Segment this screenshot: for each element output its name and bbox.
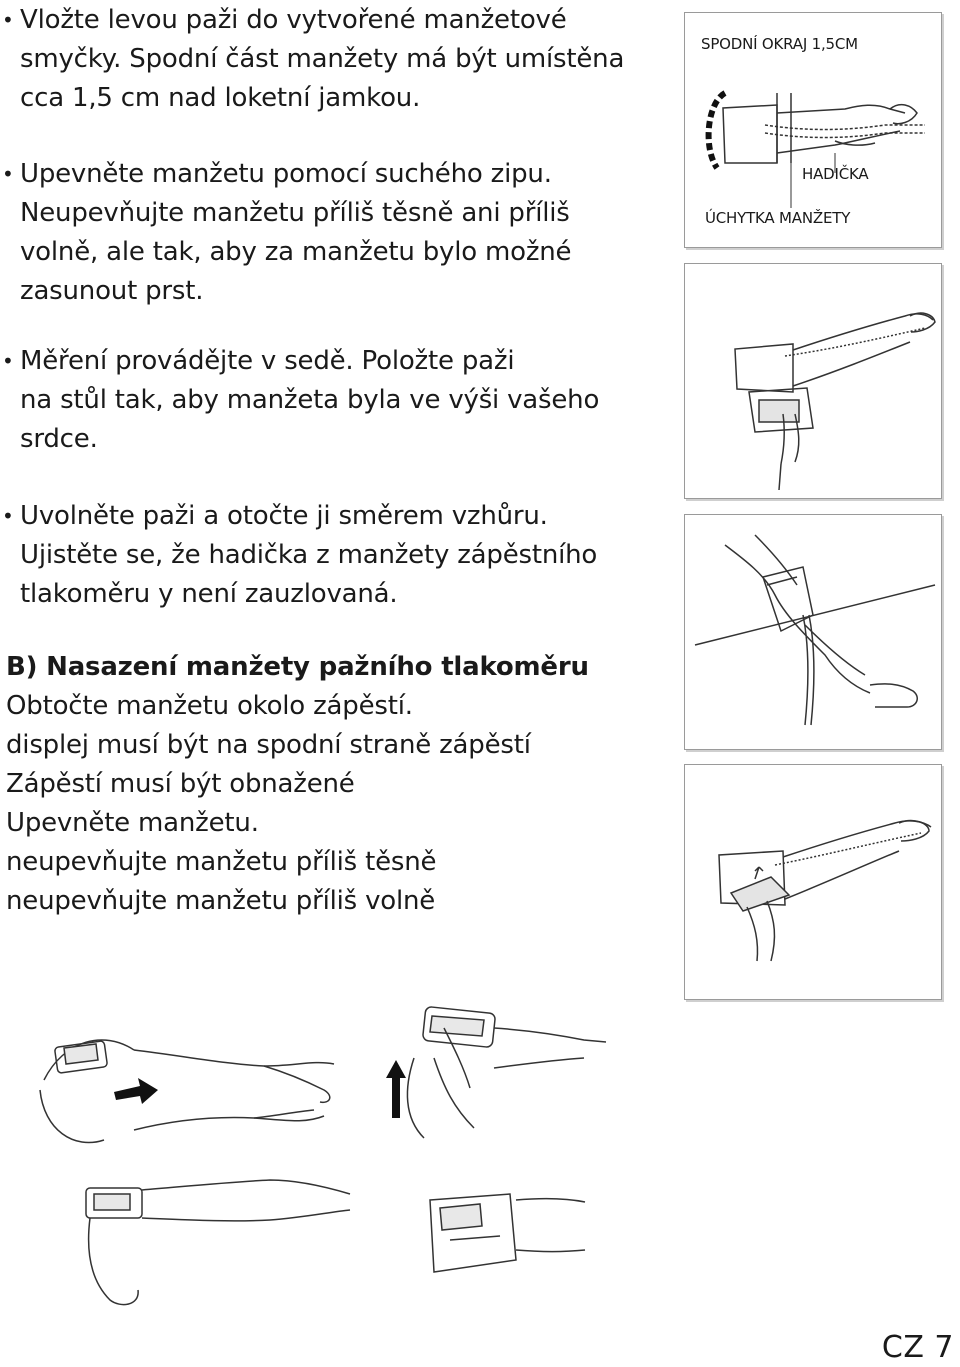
instruction-line: Vložte levou paži do vytvořené manžetové [20, 5, 567, 35]
bullet-dot: • [2, 8, 14, 32]
wrist-illustration-attached [420, 1180, 590, 1310]
instruction-line: volně, ale tak, aby za manžetu bylo možné [20, 237, 572, 267]
fasten-cuff-illustration [685, 264, 941, 498]
instruction-line: smyčky. Spodní část manžety má být umístěna [20, 44, 625, 74]
figure-arm-upward [684, 514, 942, 750]
bullet-dot: • [2, 504, 14, 528]
section-line: Obtočte manžetu okolo zápěstí. [6, 691, 413, 721]
instruction-item [0, 155, 571, 311]
section-heading: B) Nasazení manžety pažního tlakoměru [6, 652, 589, 682]
section-line: neupevňujte manžetu příliš volně [6, 886, 436, 916]
section-line: neupevňujte manžetu příliš těsně [6, 847, 437, 877]
wrist-illustration-display [80, 1160, 370, 1310]
instruction-line: na stůl tak, aby manžeta byla ve výši vašeho [20, 385, 600, 415]
bullet-dot: • [2, 349, 14, 373]
instruction-item [0, 342, 599, 459]
page-number: CZ 7 [881, 1330, 954, 1365]
arrow-right-icon [114, 1078, 158, 1104]
arm-upward-illustration [685, 515, 941, 749]
instruction-item [0, 1, 624, 118]
finger-check-illustration [685, 765, 941, 999]
bullet-dot: • [2, 162, 14, 186]
section-b [6, 648, 666, 921]
instruction-line: zasunout prst. [20, 276, 204, 306]
instruction-line: Uvolněte paži a otočte ji směrem vzhůru. [20, 501, 548, 531]
arrow-up-icon [386, 1060, 406, 1118]
figure-finger-check [684, 764, 942, 1000]
label-cuff-clip: ÚCHYTKA MANŽETY [705, 209, 851, 227]
label-bottom-edge: SPODNÍ OKRAJ 1,5CM [701, 35, 858, 53]
figure-cuff-position [684, 12, 942, 248]
instruction-line: cca 1,5 cm nad loketní jamkou. [20, 83, 421, 113]
wrist-illustration-wrap [34, 1020, 364, 1170]
instruction-line: Upevněte manžetu pomocí suchého zipu. [20, 159, 552, 189]
instruction-line: Měření provádějte v sedě. Položte paži [20, 346, 515, 376]
label-hose: HADIČKA [802, 165, 869, 183]
instruction-line: tlakoměru y není zauzlovaná. [20, 579, 398, 609]
instruction-item [0, 497, 597, 614]
instruction-line: srdce. [20, 424, 98, 454]
wrist-illustration-fasten [384, 998, 614, 1148]
cuff-arc-icon [709, 93, 725, 168]
figure-fasten-cuff [684, 263, 942, 499]
section-line: Upevněte manžetu. [6, 808, 259, 838]
instruction-line: Neupevňujte manžetu příliš těsně ani příliš [20, 198, 570, 228]
section-line: displej musí být na spodní straně zápěstí [6, 730, 531, 760]
section-line: Zápěstí musí být obnažené [6, 769, 355, 799]
instruction-line: Ujistěte se, že hadička z manžety zápěstního [20, 540, 598, 570]
